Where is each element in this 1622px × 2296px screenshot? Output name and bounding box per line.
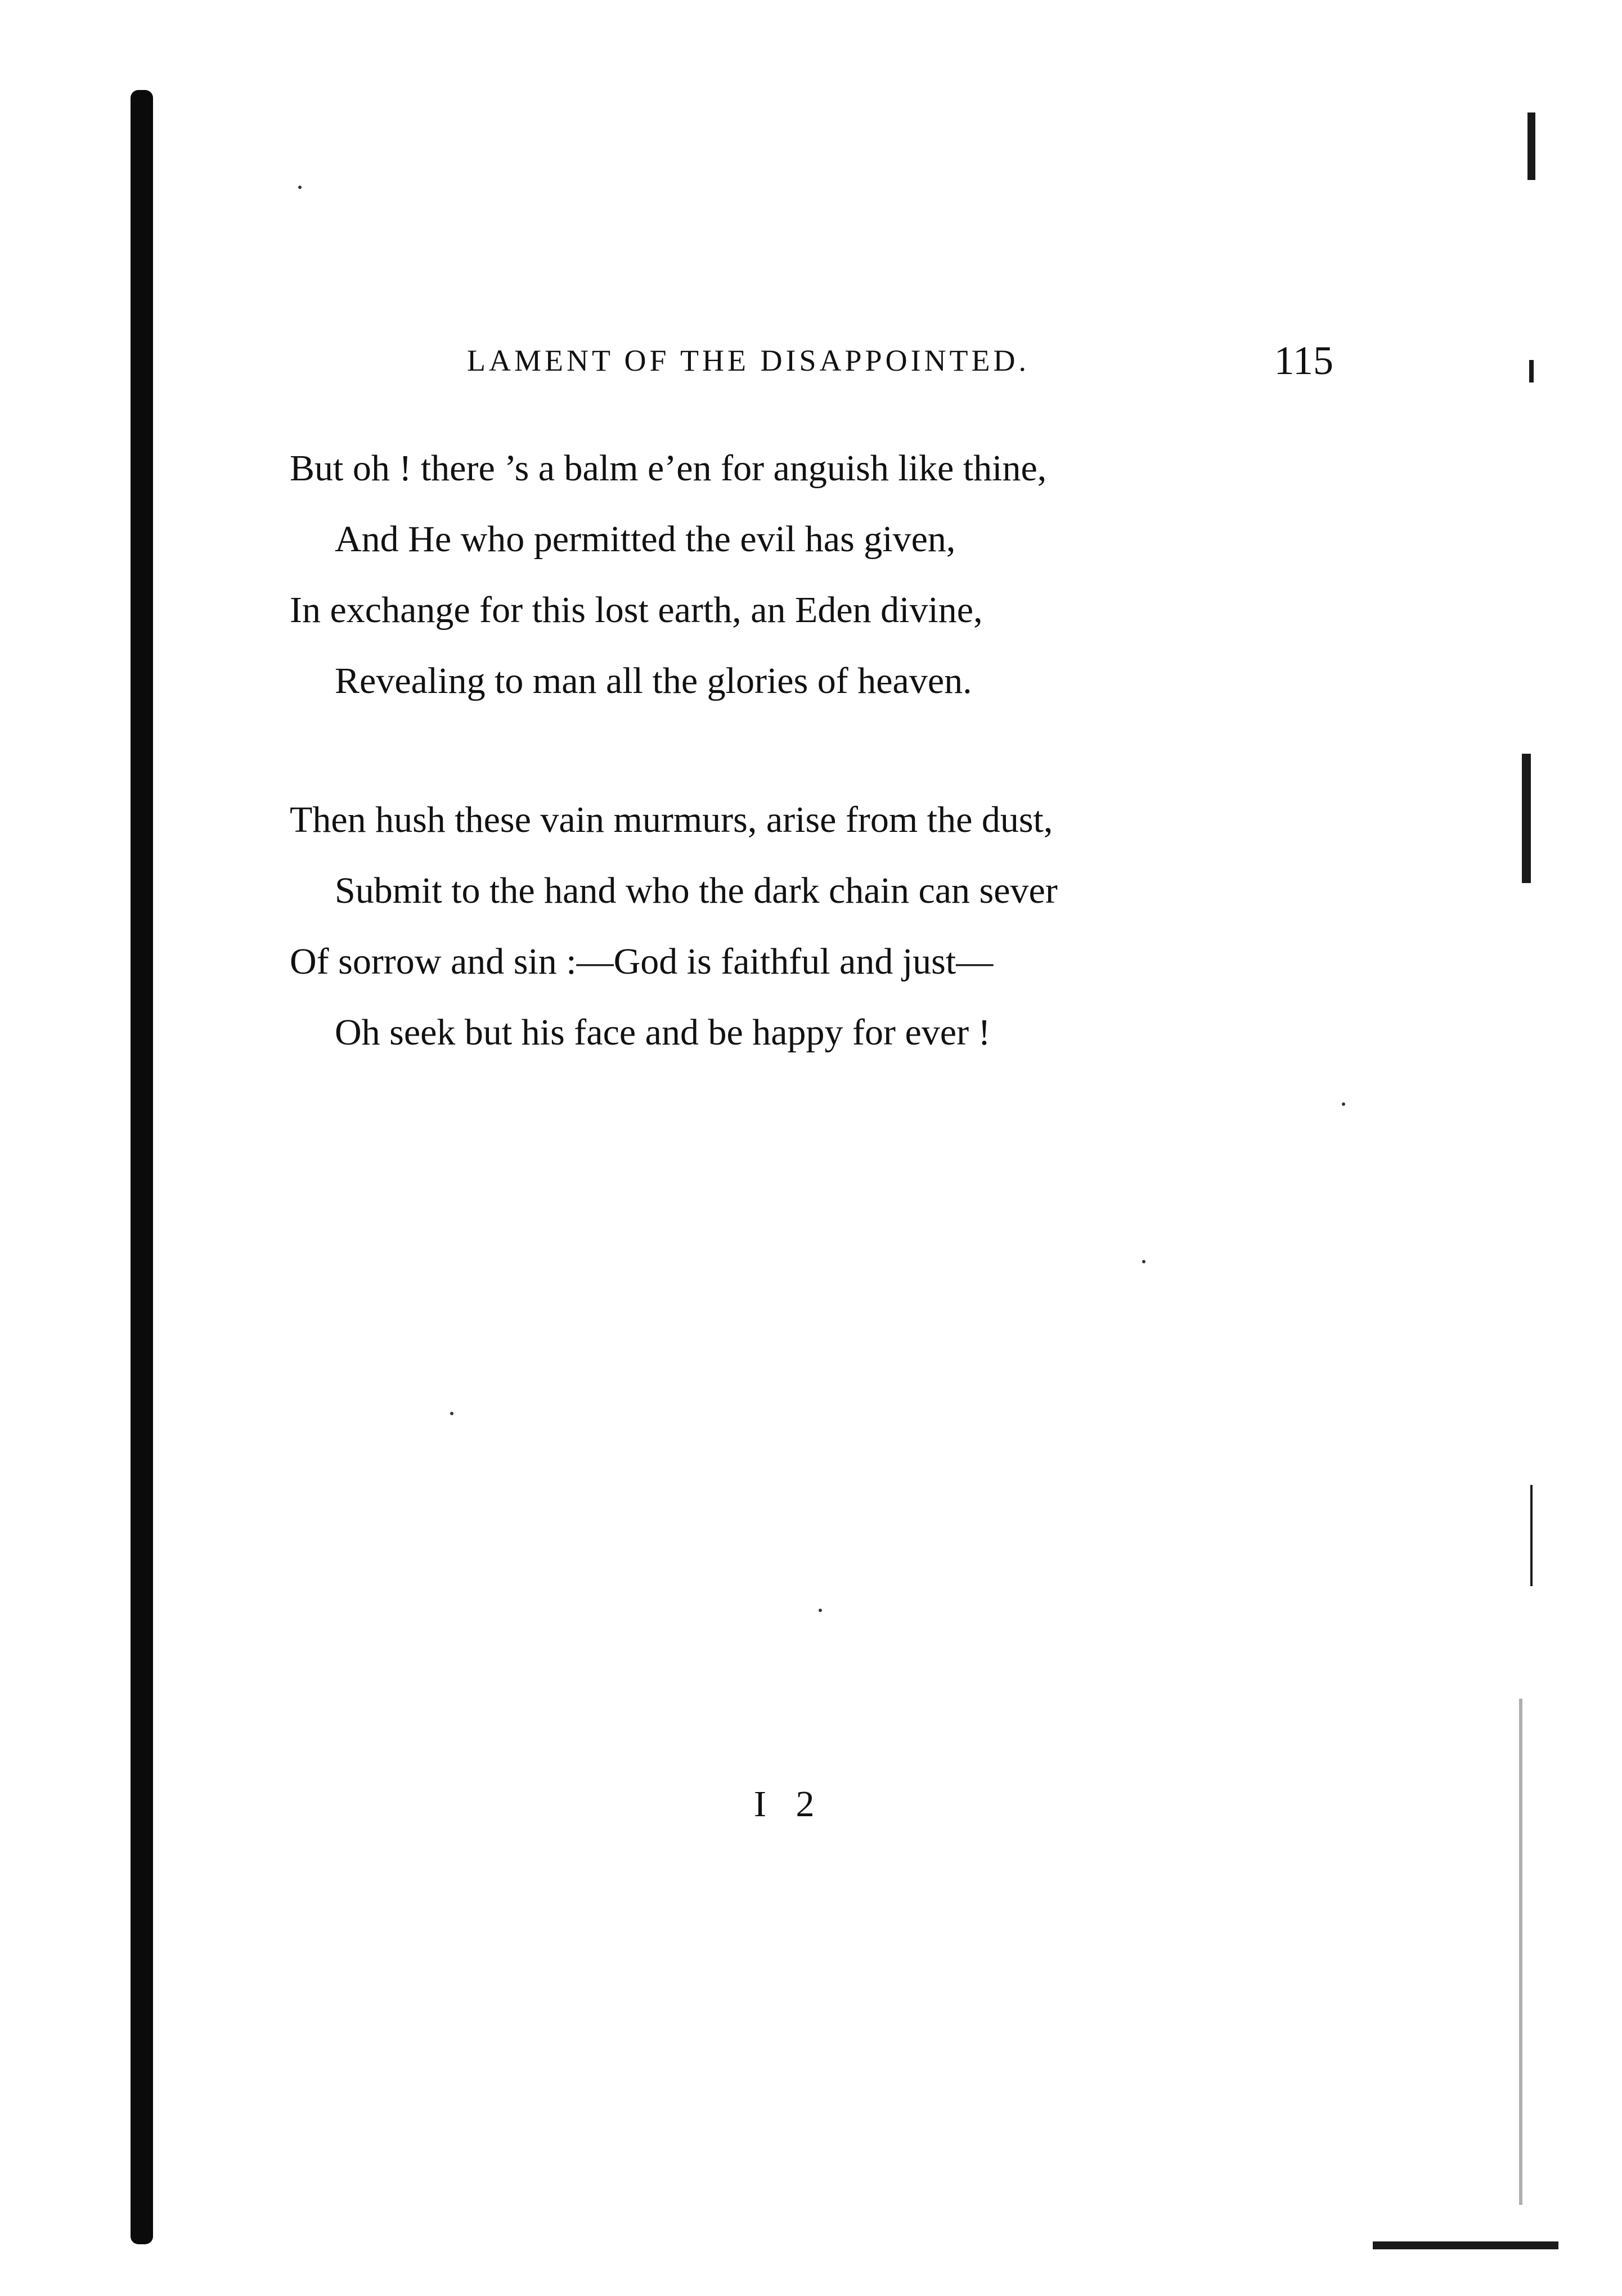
poem-line: But oh ! there ’s a balm e’en for anguish like thine, — [290, 448, 1047, 489]
page-edge-mark — [1527, 112, 1535, 180]
page-edge-mark — [1519, 1699, 1522, 2205]
page-edge-mark — [1522, 754, 1531, 883]
page-edge-mark — [1529, 360, 1534, 382]
poem-line: Revealing to man all the glories of heaven. — [335, 660, 972, 701]
binding-shadow — [131, 90, 153, 2244]
speck — [298, 186, 302, 189]
speck — [819, 1609, 822, 1612]
page-number: 115 — [1274, 338, 1333, 383]
speck — [1342, 1102, 1345, 1106]
poem-line: In exchange for this lost earth, an Eden divine, — [290, 589, 983, 631]
poem-line: And He who permitted the evil has given, — [335, 519, 956, 560]
running-head — [467, 337, 1333, 388]
speck — [1142, 1260, 1145, 1263]
page-edge-mark — [1373, 2241, 1558, 2249]
poem-line: Oh seek but his face and be happy for ever ! — [335, 1012, 991, 1053]
running-title: LAMENT OF THE DISAPPOINTED. — [467, 344, 1030, 377]
speck — [450, 1412, 453, 1415]
signature-mark: I 2 — [754, 1784, 825, 1825]
poem-line: Submit to the hand who the dark chain can sever — [335, 870, 1058, 911]
page-edge-mark — [1530, 1485, 1533, 1586]
poem-line: Of sorrow and sin :—God is faithful and just— — [290, 941, 994, 982]
stanza — [290, 785, 1347, 1068]
stanza — [290, 433, 1347, 717]
poem-line: Then hush these vain murmurs, arise from the dust, — [290, 799, 1053, 840]
